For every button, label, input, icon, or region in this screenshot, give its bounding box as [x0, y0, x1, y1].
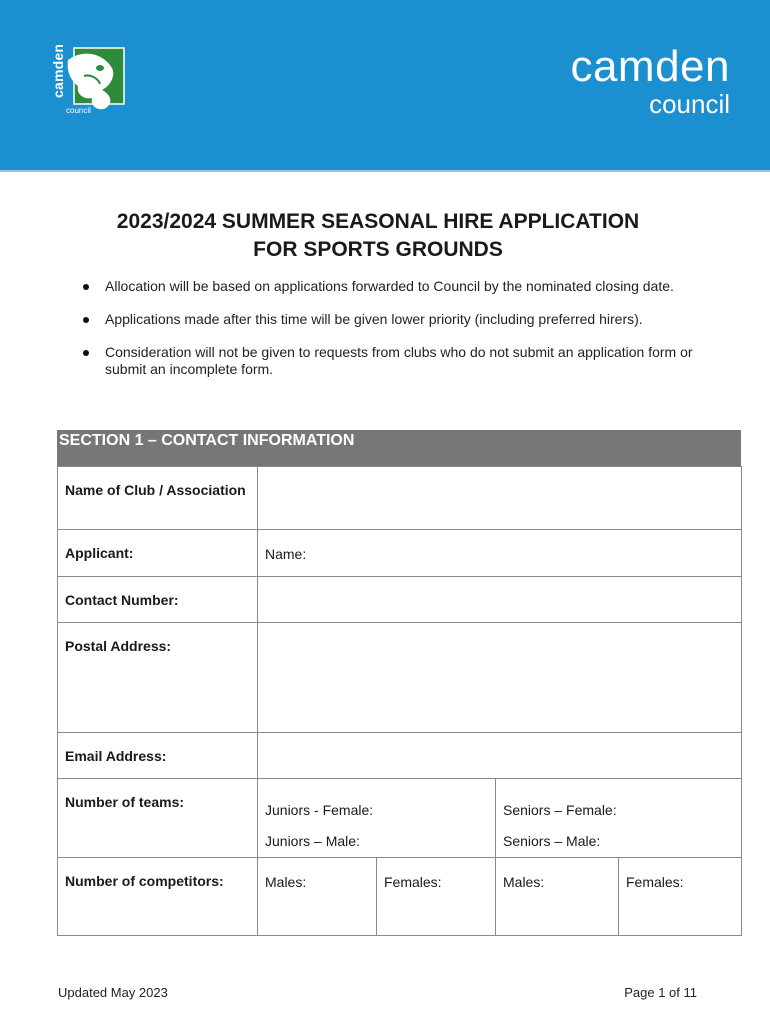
bullet-icon: [83, 317, 89, 323]
title-line-1: 2023/2024 SUMMER SEASONAL HIRE APPLICATION: [116, 210, 640, 233]
club-name-field[interactable]: [258, 467, 742, 530]
postal-label: Postal Address:: [58, 623, 258, 733]
contact-label: Contact Number:: [58, 577, 258, 623]
email-label: Email Address:: [58, 733, 258, 779]
logo-text: camden: [50, 43, 66, 98]
title-line-2: FOR SPORTS GROUNDS: [253, 238, 503, 261]
competitors-males-2-field[interactable]: Males:: [496, 858, 619, 936]
bullet-icon: [83, 350, 89, 356]
list-item: Consideration will not be given to requests from clubs who do not submit an application form or submit an incomplete form.: [80, 344, 710, 378]
section-heading: SECTION 1 – CONTACT INFORMATION: [57, 430, 741, 466]
postal-address-field[interactable]: [258, 623, 742, 733]
competitors-females-1-field[interactable]: Females:: [377, 858, 496, 936]
applicant-label: Applicant:: [58, 530, 258, 577]
club-label: Name of Club / Association: [58, 467, 258, 530]
list-item: Allocation will be based on applications forwarded to Council by the nominated closing date.: [80, 278, 710, 295]
instructions-list: [80, 278, 710, 394]
competitors-males-1-field[interactable]: Males:: [258, 858, 377, 936]
contact-number-field[interactable]: [258, 577, 742, 623]
juniors-teams-field[interactable]: [258, 779, 496, 858]
brand-line-1: camden: [570, 42, 730, 91]
page-title: [40, 208, 716, 264]
contact-form-table: [57, 466, 742, 936]
brand-wordmark: [570, 44, 730, 118]
logo-subtext: council: [66, 106, 91, 115]
footer-updated: Updated May 2023: [58, 985, 168, 1000]
applicant-name-label: Name:: [265, 546, 307, 562]
applicant-name-field[interactable]: [258, 530, 742, 577]
competitors-females-2-field[interactable]: Females:: [619, 858, 742, 936]
brand-line-2: council: [649, 89, 730, 119]
seniors-male-label: Seniors – Male:: [503, 833, 601, 849]
juniors-female-label: Juniors - Female:: [265, 802, 374, 818]
footer-page-number: Page 1 of 11: [624, 985, 697, 1000]
competitors-label: Number of competitors:: [58, 858, 258, 936]
email-address-field[interactable]: [258, 733, 742, 779]
header-rule: [0, 170, 770, 172]
list-item: Applications made after this time will be given lower priority (including preferred hirers).: [80, 311, 710, 328]
seniors-teams-field[interactable]: [496, 779, 742, 858]
juniors-male-label: Juniors – Male:: [265, 833, 360, 849]
teams-label: Number of teams:: [58, 779, 258, 858]
bullet-icon: [83, 284, 89, 290]
seniors-female-label: Seniors – Female:: [503, 802, 617, 818]
